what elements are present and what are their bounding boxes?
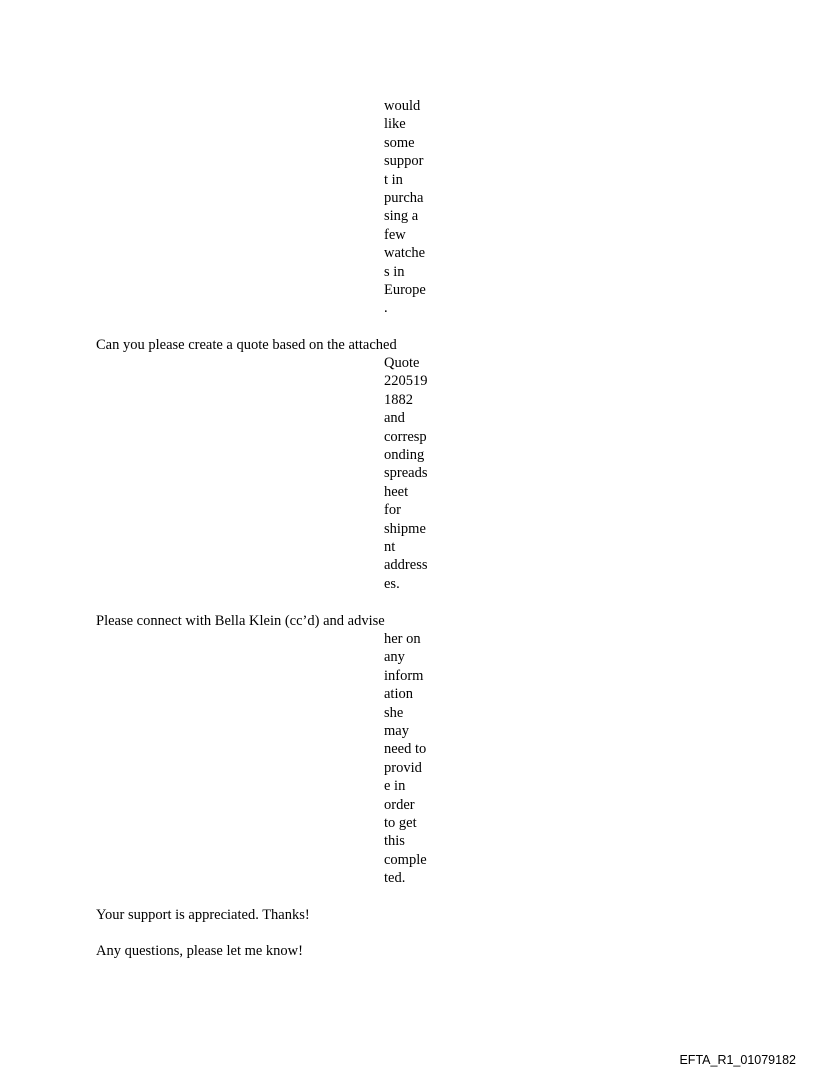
- text-line: ation: [384, 686, 413, 703]
- text-line: Quote: [384, 355, 420, 371]
- text-line: e in: [384, 778, 406, 795]
- text-line: t in: [384, 171, 403, 188]
- text-line: address: [384, 557, 428, 574]
- text-line: any: [384, 649, 405, 666]
- text-line: this: [384, 833, 405, 850]
- text-line: nt: [384, 539, 396, 556]
- text-line: may: [384, 723, 409, 740]
- text-line: provid: [384, 759, 422, 776]
- paragraph-4: Your support is appreciated. Thanks!: [96, 907, 310, 923]
- text-line: corresp: [384, 428, 427, 445]
- text-line: spreads: [384, 465, 428, 482]
- text-line: few: [384, 226, 406, 243]
- text-line: and: [384, 410, 405, 427]
- text-line: 220519: [384, 373, 428, 390]
- text-line: .: [384, 300, 388, 317]
- text-line: inform: [384, 667, 424, 684]
- text-line: order: [384, 796, 415, 813]
- text-line: es.: [384, 575, 400, 592]
- text-line: to get: [384, 815, 417, 832]
- text-line: comple: [384, 851, 427, 868]
- text-line: s in: [384, 263, 405, 280]
- text-line: heet: [384, 483, 409, 500]
- paragraph-2-fragment: [384, 354, 444, 593]
- text-line: would: [384, 98, 421, 114]
- text-line: 1882: [384, 391, 413, 408]
- text-line: she: [384, 704, 404, 721]
- text-line: suppor: [384, 153, 424, 170]
- text-line: need to: [384, 741, 427, 758]
- paragraph-3-lead: Please connect with Bella Klein (cc’d) and advise: [96, 613, 385, 629]
- paragraph-5: Any questions, please let me know!: [96, 943, 303, 959]
- paragraph-3-fragment: [384, 630, 444, 888]
- text-line: like: [384, 116, 406, 133]
- text-line: onding: [384, 447, 425, 464]
- text-line: some: [384, 134, 415, 151]
- text-line: ted.: [384, 870, 406, 887]
- bates-number: EFTA_R1_01079182: [679, 1053, 796, 1067]
- paragraph-2-lead: Can you please create a quote based on the attached: [96, 337, 397, 353]
- text-line: watche: [384, 245, 426, 262]
- text-line: for: [384, 502, 401, 519]
- text-line: purcha: [384, 190, 424, 207]
- text-line: Europe: [384, 282, 426, 299]
- text-line: sing a: [384, 208, 419, 225]
- text-line: shipme: [384, 520, 426, 537]
- paragraph-1-fragment: [384, 97, 444, 318]
- text-line: her on: [384, 631, 421, 647]
